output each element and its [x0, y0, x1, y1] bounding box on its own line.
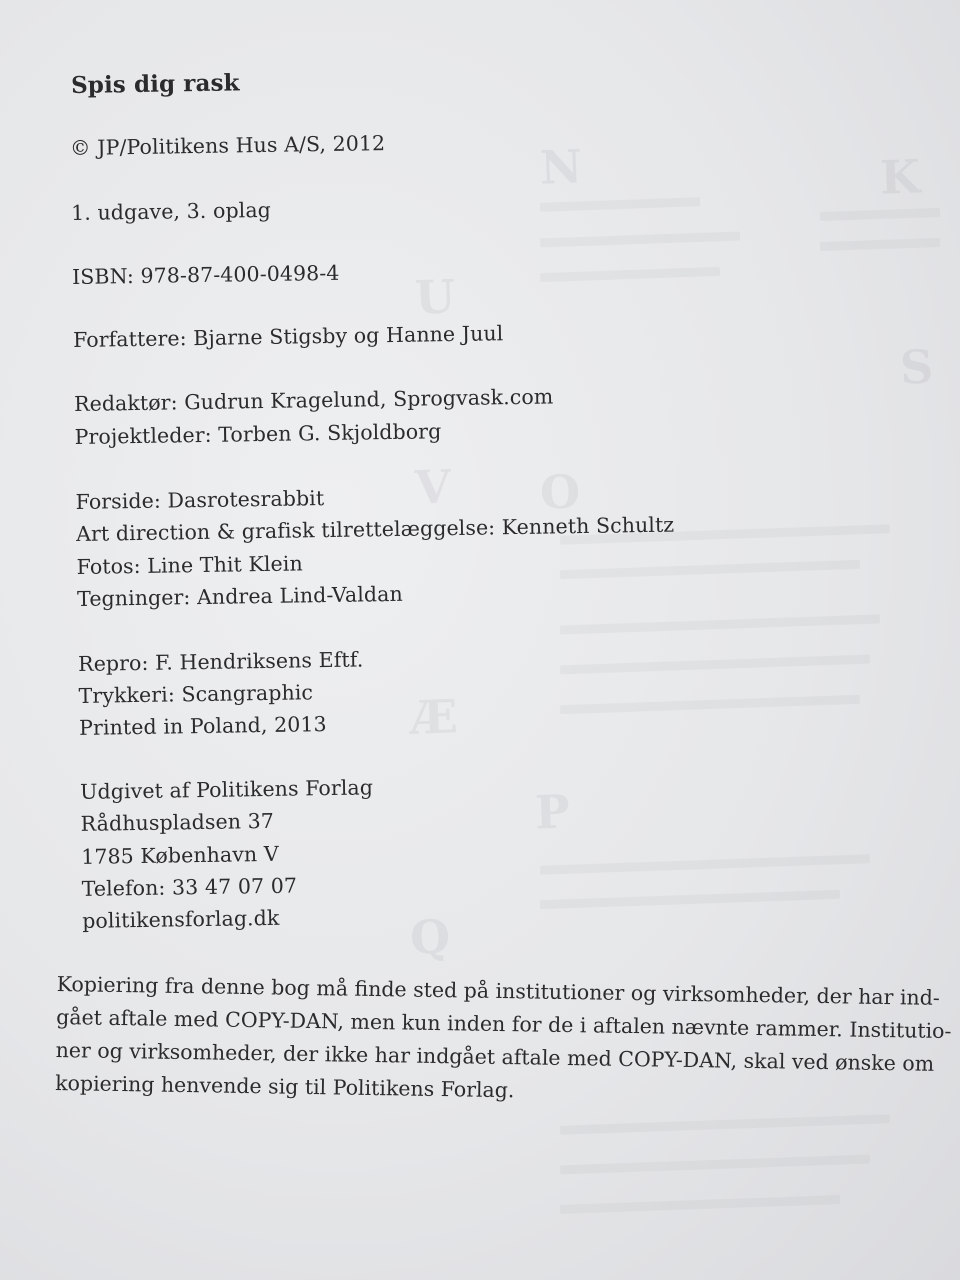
edition-line: 1. udgave, 3. oplag: [70, 197, 272, 225]
copying-notice: [55, 968, 952, 1114]
book-title: Spis dig rask: [70, 69, 240, 99]
show-through-letter: N: [539, 139, 583, 195]
authors-line: Forfattere: Bjarne Stigsby og Hanne Juul: [72, 321, 504, 352]
show-through-letter: O: [539, 464, 582, 520]
publisher-city: 1785 København V: [81, 841, 279, 869]
cover-line: Forside: Dasrotesrabbit: [75, 486, 325, 514]
copying-notice-line: Kopiering fra denne bog må finde sted på institutioner og virksomheder, der har ind-: [56, 971, 940, 1010]
project-lead-line: Projektleder: Torben G. Skjoldborg: [74, 419, 442, 449]
publisher-street: Rådhuspladsen 37: [80, 808, 275, 836]
publisher-name: Udgivet af Politikens Forlag: [79, 775, 374, 804]
drawings-line: Tegninger: Andrea Lind-Valdan: [76, 581, 403, 611]
show-through-letter: Q: [409, 909, 452, 965]
show-through-letter: U: [414, 269, 457, 325]
show-through-letter: P: [534, 784, 571, 840]
printer-line: Trykkeri: Scangraphic: [78, 680, 314, 708]
show-through-letter: Æ: [409, 689, 459, 745]
show-through-letter: S: [899, 339, 935, 395]
art-direction-line: Art direction & grafisk tilrettelæggelse: Kenneth Schultz: [75, 512, 675, 546]
copying-notice-line: ner og virksomheder, der ikke har indgået aftale med COPY-DAN, skal ved ønske om: [55, 1037, 935, 1076]
repro-line: Repro: F. Hendriksens Eftf.: [77, 647, 364, 676]
copyright-line: © JP/Politikens Hus A/S, 2012: [69, 131, 386, 161]
editor-line: Redaktør: Gudrun Kragelund, Sprogvask.com: [73, 384, 554, 416]
copying-notice-line: gået aftale med COPY-DAN, men kun inden for de i aftalen nævnte rammer. Institutio-: [56, 1004, 952, 1044]
photos-line: Fotos: Line Thit Klein: [76, 551, 303, 579]
printed-in-line: Printed in Poland, 2013: [78, 712, 327, 740]
show-through-letter: K: [879, 149, 921, 205]
copying-notice-line: kopiering henvende sig til Politikens Forlag.: [55, 1070, 515, 1103]
publisher-website: politikensforlag.dk: [82, 905, 280, 933]
show-through-letter: V: [414, 459, 452, 515]
publisher-phone: Telefon: 33 47 07 07: [81, 873, 298, 901]
isbn-line: ISBN: 978-87-400-0498-4: [71, 260, 340, 289]
